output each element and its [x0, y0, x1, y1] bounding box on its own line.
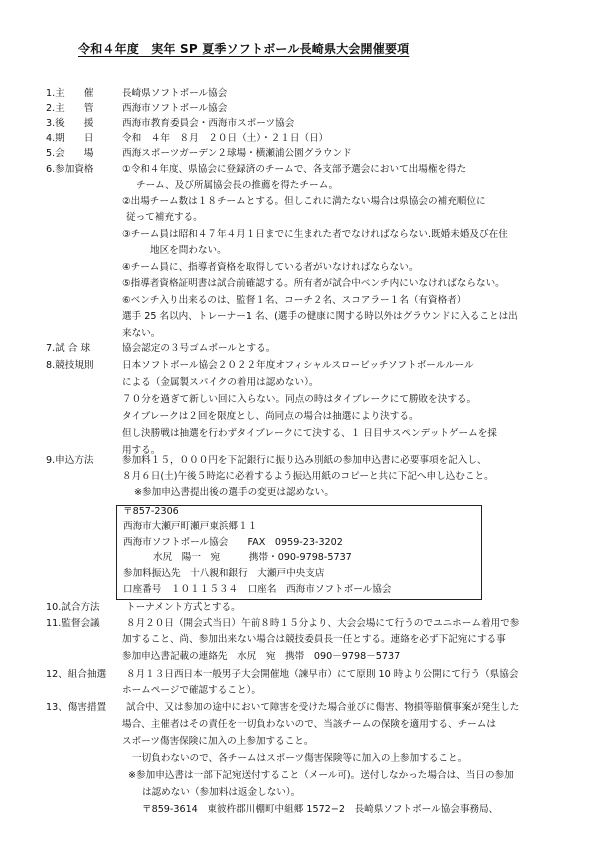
rules-line: による（金属製スパイクの着用は認めない）。 — [122, 377, 319, 388]
injury-line: ※参加申込書は一部下記宛送付すること（メール可)。送付しなかった場合は、当日の参加 — [128, 770, 514, 781]
contact-line: 口座番号 １０１１５３４ 口座名 西海市ソフトボール協会 — [123, 584, 392, 595]
section-value: 西海スポーツガーデン２球場・横瀬浦公園グラウンド — [122, 148, 352, 159]
section-label: 11.監督会議 — [46, 618, 100, 629]
eligibility-line: ⑥ベンチ入り出来るのは、監督１名、コーチ２名、スコアラー１名（有資格者） — [122, 295, 467, 306]
eligibility-line: 選手 25 名以内、トレーナー1 名、(選手の健康に関する時以外はグラウンドに入ることは出 — [122, 311, 518, 322]
section-label: 4.期 日 — [46, 133, 94, 144]
section-value: 長崎県ソフトボール協会 — [122, 88, 228, 99]
section-meeting — [46, 618, 566, 668]
injury-line: スポーツ傷害保険に加入の上参加すること。 — [122, 736, 314, 747]
section-label: 2.主 管 — [46, 103, 94, 114]
injury-line: 場合、主催者はその責任を一切負わないので、当該チームの保険を適用する、チームは — [122, 719, 496, 730]
eligibility-line: ②出場チーム数は１８チームとする。但しこれに満たない場合は県協会の補充順位に — [122, 196, 486, 207]
eligibility-line: 来ない。 — [122, 328, 161, 339]
eligibility-line: ①令和４年度、県協会に登録済のチームで、各支部予選会において出場権を得た — [122, 164, 467, 175]
section-label: 5.会 場 — [46, 148, 94, 159]
eligibility-line: ④チーム員に、指導者資格を取得している者がいなければならない。 — [122, 262, 419, 273]
contact-line: 〒857-2306 — [123, 506, 179, 517]
eligibility-line: ③チーム員は昭和４７年４月１日までに生まれた者でなければならない.既婚未婚及び在住 — [122, 229, 508, 240]
contact-box — [116, 505, 482, 600]
draw-line: ８月１３日西日本一般男子大会開催地（諫早市）にて原則 10 時より公開にて行う（県協会 — [126, 669, 519, 680]
section-value: 西海市ソフトボール協会 — [122, 103, 228, 114]
draw-line: ホームページで確認すること）。 — [122, 685, 261, 696]
section-value: 協会認定の３号ゴムボールとする。 — [122, 343, 276, 354]
rules-line: ７０分を過ぎて新しい回に入らない。同点の時はタイブレークにて勝敗を決する。 — [122, 394, 477, 405]
injury-line: は認めない（参加料は返金しない）。 — [142, 787, 301, 798]
eligibility-line: ⑤指導者資格証明書は試合前確認する。所有者が試合中ベンチ内にいなければならない。 — [122, 278, 505, 289]
section-label: 7.試 合 球 — [46, 343, 91, 354]
contact-line: 西海市ソフトボール協会 FAX 0959-23-3202 — [123, 537, 343, 548]
section-application — [46, 455, 566, 505]
document-title: 令和４年度 実年 SP 夏季ソフトボール長崎県大会開催要項 — [78, 42, 410, 56]
contact-line: 水尻 陽一 宛 携帯・090-9798-5737 — [153, 552, 352, 563]
rules-line: 但し決勝戦は抽選を行わずタイブレークにて決する、１ 日目サスペンデットゲームを採 — [122, 428, 497, 439]
contact-line: 参加料振込先 十八親和銀行 大瀬戸中央支店 — [123, 568, 325, 579]
contact-line: 西海市大瀬戸町瀬戸東浜郷１１ — [123, 521, 258, 532]
eligibility-line: 地区を問わない。 — [150, 245, 227, 256]
section-value: 令和 ４年 ８月 ２０日（土）・２１日（日） — [122, 133, 329, 144]
rules-line: タイブレークは２回を限度とし、尚同点の場合は抽選により決する。 — [122, 411, 419, 422]
application-line: ８月６日(土)午後５時迄に必着するよう振込用紙のコピーと共に下記へ申し込むこと。 — [122, 471, 494, 482]
section-draw — [46, 669, 566, 703]
injury-line: 試合中、又は参加の途中において障害を受けた場合並びに傷害、物損等賠償事案が発生した — [126, 702, 520, 713]
section-injury — [46, 702, 566, 822]
application-line: ※参加申込書提出後の選手の変更は認めない。 — [134, 487, 334, 498]
injury-line: 〒859-3614 東彼杵郡川棚町中組郷 1572−2 長崎県ソフトボール協会事務局、 — [142, 804, 499, 815]
section-label: 9.申込方法 — [46, 455, 94, 466]
section-label: 6.参加資格 — [46, 164, 94, 175]
section-label: 12、組合抽選 — [46, 669, 107, 680]
application-line: 参加料１５，０００円を下記銀行に振り込み別紙の参加申込書に必要事項を記入し、 — [122, 455, 487, 466]
meeting-line: 参加申込書記載の連絡先 水尻 宛 携帯 090－9798－5737 — [122, 651, 401, 662]
rules-line: 日本ソフトボール協会２０２２年度オフィシャルスロービッチソフトボールルール — [122, 360, 474, 371]
rules-line: 用する。 — [122, 445, 161, 456]
section-label: 1.主 催 — [46, 88, 94, 99]
meeting-line: 加すること、尚、参加出来ない場合は競技委員長一任とする。連絡を必ず下記宛にする事 — [122, 634, 506, 645]
section-label: 8.競技規則 — [46, 360, 94, 371]
section-eligibility — [46, 164, 566, 344]
injury-line: 一切負わないので、各チームはスポーツ傷害保険等に加入の上参加すること。 — [132, 753, 468, 764]
section-label: 3.後 援 — [46, 118, 94, 129]
section-value: トーナメント方式とする。 — [126, 602, 241, 613]
meeting-line: ８月２０日（開会式当日）午前８時１５分より、大会会場にて行うのでユニホーム着用で参 — [126, 618, 520, 629]
section-rules — [46, 360, 566, 470]
eligibility-line: チーム、及び所属協会長の推薦を得たチーム。 — [136, 180, 339, 191]
eligibility-line: 従って補充する。 — [126, 212, 203, 223]
section-label: 13、傷害措置 — [46, 702, 107, 713]
section-label: 10.試合方法 — [46, 602, 100, 613]
section-value: 西海市教育委員会・西海市スポーツ協会 — [122, 118, 295, 129]
